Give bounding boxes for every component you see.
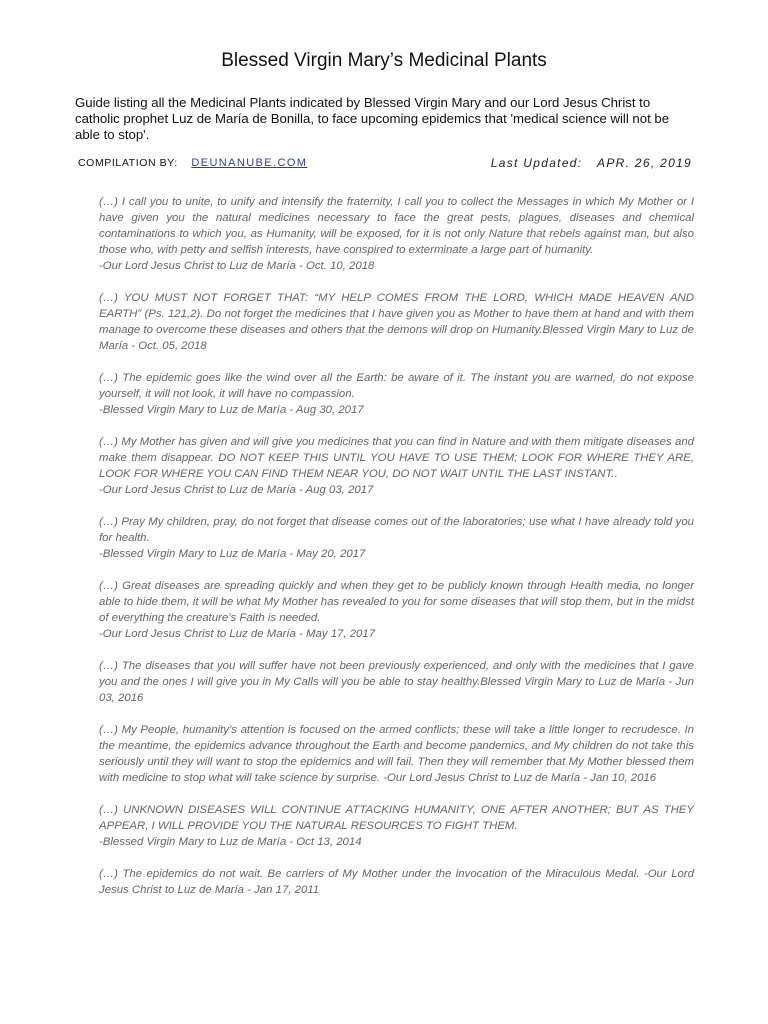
- quote-source: -Our Lord Jesus Christ to Luz de María - Oct. 10, 2018: [99, 260, 375, 272]
- quote-text: (…) The epidemic goes like the wind over all the Earth: be aware of it. The instant you are warned, do not expose yourself, it will not look, it will have no compassion.: [99, 372, 694, 400]
- quote-text: (…) UNKNOWN DISEASES WILL CONTINUE ATTACKING HUMANITY, ONE AFTER ANOTHER; BUT AS THEY APPEAR, I WILL PROVIDE YOU THE NATURAL RESOURCES TO FIGHT THEM.: [99, 804, 694, 832]
- intro-paragraph: Guide listing all the Medicinal Plants indicated by Blessed Virgin Mary and our Lord Jesus Christ to catholic prophet Luz de María de Bonilla, to face upcoming epidemics that 'medical science will not be able to stop'.: [75, 95, 670, 142]
- meta-row: [78, 156, 692, 172]
- last-updated-label: Last Updated:: [490, 156, 583, 170]
- compilation-label: COMPILATION BY:: [78, 157, 178, 169]
- quote-block: [99, 434, 694, 498]
- quote-block: [99, 514, 694, 562]
- quote-text: (…) I call you to unite, to unify and intensify the fraternity, I call you to collect the Messages in which My Mother or I have given you the natural medicines necessary to face the great pests, plagues, diseases and chemical contaminations to which you, as Humanity, will be exposed, for it is not only Nature that rebels against man, but also those who, with petty and selfish interests, have conspired to exterminate a large part of humanity.: [99, 196, 694, 256]
- compilation-credit: [78, 157, 307, 169]
- quote-block: [99, 194, 694, 274]
- quote-text: (…) Great diseases are spreading quickly and when they get to be publicly known through Health media, no longer able to hide them, it will be what My Mother has revealed to you for some diseases that will stop them, but in the midst of everything the creature’s Faith is needed.: [99, 580, 694, 624]
- quote-source: -Our Lord Jesus Christ to Luz de María - Aug 03, 2017: [99, 484, 374, 496]
- quote-text: (…) YOU MUST NOT FORGET THAT: “MY HELP COMES FROM THE LORD, WHICH MADE HEAVEN AND EARTH” (Ps. 121,2). Do not forget the medicines that I have given you as Mother to have them at hand and with them manage to overcome these diseases and others that the demons will drop on Humanity.Blessed Virgin Mary to Luz de María - Oct. 05, 2018: [99, 292, 694, 352]
- quote-block: [99, 290, 694, 354]
- quote-block: [99, 722, 694, 786]
- document-title: Blessed Virgin Mary’s Medicinal Plants: [221, 50, 547, 71]
- quote-block: [99, 370, 694, 418]
- quote-block: [99, 658, 694, 706]
- quote-list: [99, 194, 694, 914]
- quote-text: (…) The diseases that you will suffer have not been previously experienced, and only with the medicines that I gave you and the ones I will give you in My Calls will you be able to stay healthy.Blessed Virgin Mary to Luz de María - Jun 03, 2016: [99, 660, 694, 704]
- compilation-link[interactable]: DEUNANUBE.COM: [191, 157, 308, 169]
- last-updated: [491, 156, 692, 170]
- quote-block: [99, 578, 694, 642]
- quote-source: -Blessed Virgin Mary to Luz de María - Aug 30, 2017: [99, 404, 364, 416]
- quote-source: -Blessed Virgin Mary to Luz de María - May 20, 2017: [99, 548, 366, 560]
- last-updated-date: APR. 26, 2019: [597, 156, 692, 170]
- quote-block: [99, 866, 694, 898]
- quote-text: (…) My Mother has given and will give you medicines that you can find in Nature and with them mitigate diseases and make them disappear. DO NOT KEEP THIS UNTIL YOU HAVE TO USE THEM; LOOK FOR WHERE THEY ARE, LOOK FOR WHERE YOU CAN FIND THEM NEAR YOU, DO NOT WAIT UNTIL THE LAST INSTANT..: [99, 436, 694, 480]
- quote-text: (…) The epidemics do not wait. Be carriers of My Mother under the invocation of the Miraculous Medal. -Our Lord Jesus Christ to Luz de María - Jan 17, 2011: [99, 868, 694, 896]
- quote-source: -Blessed Virgin Mary to Luz de María - Oct 13, 2014: [99, 836, 362, 848]
- quote-block: [99, 802, 694, 850]
- quote-source: -Our Lord Jesus Christ to Luz de María - May 17, 2017: [99, 628, 376, 640]
- quote-text: (…) Pray My children, pray, do not forget that disease comes out of the laboratories; use what I have already told you for health.: [99, 516, 694, 544]
- quote-text: (…) My People, humanity’s attention is focused on the armed conflicts; these will take a little longer to recrudesce. In the meantime, the epidemics advance throughout the Earth and become pandemics, and My children do not take this seriously until they will want to stop the epidemics and will fail. Then they will remember that My Mother blessed them with medicine to stop what will take science by surprise. -Our Lord Jesus Christ to Luz de María - Jan 10, 2016: [99, 724, 694, 784]
